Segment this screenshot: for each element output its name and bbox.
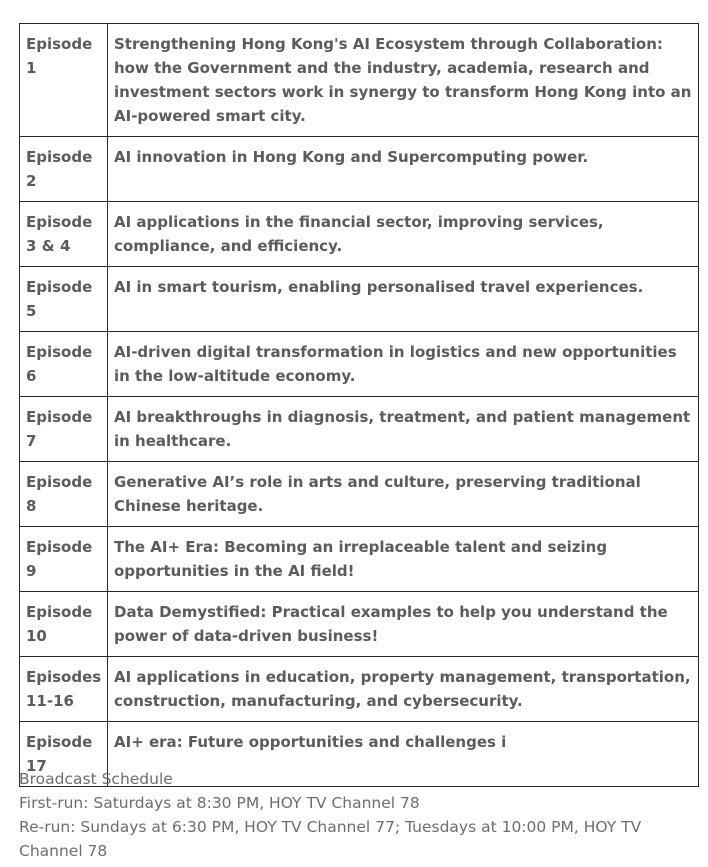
episode-number-cell: Episode 1 [20,24,108,137]
episode-description-cell: AI+ era: Future opportunities and challenges i [108,722,699,787]
episode-description-cell: AI applications in the financial sector, improving services, compliance, and efficiency. [108,202,699,267]
table-row [20,202,699,267]
episode-number-cell: Episode 8 [20,462,108,527]
table-row [20,137,699,202]
schedule-heading: Broadcast Schedule [19,770,173,788]
schedule-re-run: Re-run: Sundays at 6:30 PM, HOY TV Channel 77; Tuesdays at 10:00 PM, HOY TV Channel 78 [19,818,642,860]
episode-description-cell: Strengthening Hong Kong's AI Ecosystem through Collaboration: how the Government and the industry, academia, research and investment sectors work in synergy to transform Hong Kong into an AI-powered smart city. [108,24,699,137]
table-row [20,657,699,722]
table-row [20,397,699,462]
episode-description-cell: Generative AI’s role in arts and culture, preserving traditional Chinese heritage. [108,462,699,527]
episode-number-cell: Episode 17 [20,722,108,787]
episodes-table [19,23,699,787]
episode-number-cell: Episode 2 [20,137,108,202]
episode-description-cell: AI innovation in Hong Kong and Supercomputing power. [108,137,699,202]
episode-description-cell: Data Demystified: Practical examples to help you understand the power of data-driven business! [108,592,699,657]
table-row [20,527,699,592]
episode-number-cell: Episode 7 [20,397,108,462]
episode-description-cell: AI applications in education, property management, transportation, construction, manufacturing, and cybersecurity. [108,657,699,722]
broadcast-schedule [19,767,679,863]
table-row [20,267,699,332]
episode-description-cell: AI in smart tourism, enabling personalised travel experiences. [108,267,699,332]
episode-description-cell: The AI+ Era: Becoming an irreplaceable talent and seizing opportunities in the AI field! [108,527,699,592]
schedule-first-run: First-run: Saturdays at 8:30 PM, HOY TV Channel 78 [19,794,420,812]
episode-number-cell: Episode 3 & 4 [20,202,108,267]
table-row [20,592,699,657]
table-row [20,332,699,397]
episode-number-cell: Episode 10 [20,592,108,657]
table-row [20,462,699,527]
episode-number-cell: Episode 6 [20,332,108,397]
episode-description-cell: AI breakthroughs in diagnosis, treatment, and patient management in healthcare. [108,397,699,462]
episode-number-cell: Episode 9 [20,527,108,592]
episode-description-cell: AI-driven digital transformation in logistics and new opportunities in the low-altitude economy. [108,332,699,397]
episode-number-cell: Episodes 11-16 [20,657,108,722]
episode-number-cell: Episode 5 [20,267,108,332]
table-row [20,24,699,137]
